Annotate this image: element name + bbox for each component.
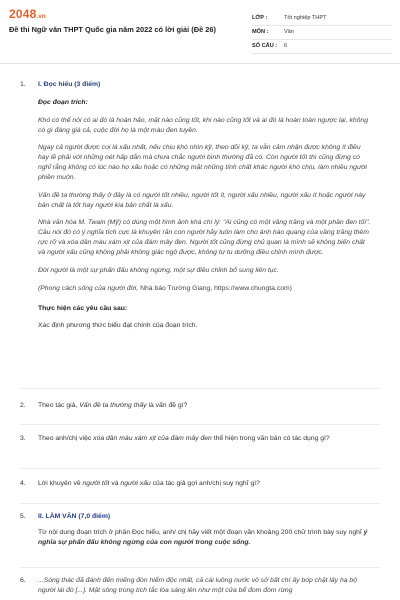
divider (20, 468, 380, 469)
question-number: 1. (20, 81, 26, 88)
passage-paragraph: Đời người là một sự phấn đấu không ngừng, một sự điều chỉnh bổ sung liên tục. (38, 266, 279, 274)
question-number: 6. (20, 577, 26, 584)
passage-paragraph: Ngay cả người được coi là xấu nhất, nếu chịu khó nhìn kỹ, theo dõi kỹ, ta vẫn cảm nhận được không ít điều hay lẽ phải với những nét hấp dẫn mà chưa chắc người bình thường đã có. Còn người tốt thì cũng đừng có nghĩ rằng không có lúc nào họ xấu hoặc có những mặt những tính chất khác người khó chịu, làm nhiều người phiền muộn. (38, 144, 367, 181)
question-text: ...Sóng thác đã đánh đến miếng đòn hiểm độc nhất, cả cái luồng nước vô sở bất chí ấy bóp chặt lấy hạ bộ người lái đò [...]. Mặt sông trong tích tắc lòa sáng lên như một cửa bể đom đóm rừng (38, 577, 357, 594)
passage-paragraph: Vấn đề ta thường thấy ở đây là có người tốt nhiều, người tốt ít, người xấu nhiều, người xấu ít hoặc người này bản chất là tốt hay người kia bản chất là xấu. (38, 191, 366, 209)
meta-label: LỚP : (252, 15, 268, 22)
question-text: Theo tác giả, Vấn đề ta thường thấy là vấn đề gì? (38, 402, 188, 409)
question-text: Lời khuyên về người tốt và người xấu của tác giả gợi anh/chị suy nghĩ gì? (38, 480, 260, 487)
meta-row-subject (252, 26, 392, 40)
question-number: 5. (20, 513, 26, 520)
passage-paragraph: Khó có thể nói có ai đó là hoàn hảo, mặt nào cũng tốt, khi nào cũng tốt và ai đó là hoàn toàn ngược lại, không có gì đáng giá cả, cuộc đời họ là một màu đen tuyền. (38, 116, 368, 134)
question-text: Theo anh/chị việc xóa dần màu xám xịt của đám mây đen thể hiện trong văn bản có tác dụng gì? (38, 435, 330, 442)
section-title-writing: II. LÀM VĂN (7,0 điểm) (38, 513, 111, 520)
passage-paragraph: Nhà văn hóa M. Twain (Mỹ) có dùng một hình ảnh khá chí lý: "Ai cũng có một vầng trăng và một phần đen tối". Câu nói đó có ý nghĩa tích cực là khuyên răn con người hãy luôn làm cho ánh hào quang của vầng trăng thêm rực rỡ và xóa dần màu xám xịt của đám mây đen. Người tốt cũng đừng chủ quan là mình sẽ không biến chất và người xấu cũng không phải không giác ngộ được, không tự tu dưỡng điều chỉnh mình được. (38, 219, 371, 256)
question-number: 2. (20, 402, 26, 409)
divider (20, 388, 380, 389)
divider (20, 424, 380, 425)
meta-value: Tốt nghiệp THPT (284, 15, 327, 22)
meta-label: MÔN : (252, 29, 269, 36)
meta-row-count (252, 40, 392, 54)
question-body (38, 512, 373, 548)
question-number: 4. (20, 480, 26, 487)
meta-value: 6 (284, 43, 288, 50)
meta-row-class (252, 12, 392, 26)
question-body (38, 80, 373, 331)
passage-heading: Đọc đoạn trích: (38, 98, 88, 106)
page-title: Đề thi Ngữ văn THPT Quốc gia năm 2022 có lời giải (Đề 26) (9, 25, 216, 34)
question-text: Xác định phương thức biểu đạt chính của đoạn trích. (38, 322, 198, 330)
task-heading: Thực hiện các yêu cầu sau: (38, 304, 128, 312)
section-title-reading: I. Đọc hiểu (3 điểm) (38, 81, 101, 88)
divider (20, 567, 380, 568)
site-logo[interactable]: 2048.vn (9, 7, 46, 21)
meta-value: Văn (284, 29, 294, 36)
question-text: Từ nội dung đoạn trích ở phần Đọc hiểu, anh/ chị hãy viết một đoạn văn khoảng 200 chữ trình bày suy nghĩ ý nghĩa sự phấn đấu không ngừng của con người trong cuộc sống. (38, 528, 368, 546)
question-number: 3. (20, 435, 26, 442)
passage-source: (Phong cách sống của người đời, Nhà báo Trường Giang, https://www.chungta.com) (38, 284, 292, 292)
page-header (0, 0, 400, 64)
meta-label: SỐ CÂU : (252, 43, 278, 50)
exam-meta-table (252, 12, 392, 54)
divider (20, 503, 380, 504)
